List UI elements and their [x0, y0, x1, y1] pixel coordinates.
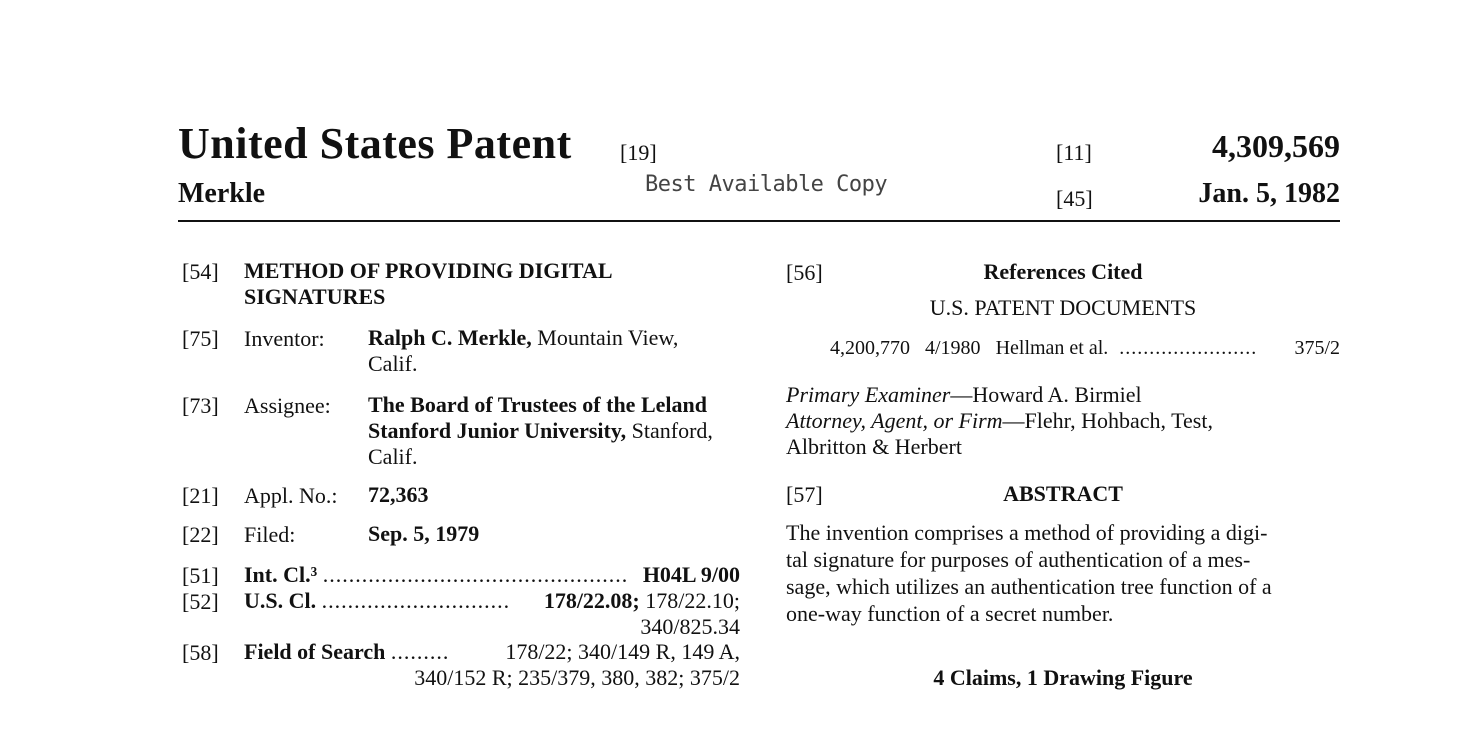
uscl-value-rest: 178/22.10;: [639, 588, 740, 613]
filed-code: [22]: [182, 522, 219, 547]
inventor-place1: Mountain View,: [531, 325, 679, 350]
abstract-code: [57]: [786, 482, 823, 507]
appl-value: 72,363: [368, 482, 429, 507]
intcl-code: [51]: [182, 563, 219, 588]
examiner-line: [786, 382, 1142, 408]
intcl-line: [244, 562, 740, 588]
attorney-name1: —Flehr, Hohbach, Test,: [1002, 408, 1213, 433]
patent-number: 4,309,569: [1212, 128, 1340, 164]
ref-date: 4/1980: [925, 337, 981, 359]
date-code: [45]: [1056, 186, 1093, 211]
fos-line1: [244, 639, 740, 665]
assignee-line2: [368, 418, 713, 444]
appl-label: Appl. No.:: [244, 483, 338, 508]
intcl-label: Int. Cl.³: [244, 562, 318, 587]
uscl-code: [52]: [182, 589, 219, 614]
patent-date: Jan. 5, 1982: [1198, 178, 1340, 209]
uscl-label: U.S. Cl.: [244, 588, 317, 613]
patent-number-code: [11]: [1056, 140, 1092, 165]
assignee-line2-rest: Stanford,: [626, 418, 713, 443]
inventor-label: Inventor:: [244, 326, 325, 351]
abstract-line-3: sage, which utilizes an authentication tree function of a: [786, 574, 1272, 599]
assignee-code: [73]: [182, 393, 219, 418]
abstract-line-4: one-way function of a secret number.: [786, 601, 1114, 626]
abstract-title: ABSTRACT: [1003, 481, 1123, 506]
reference-row: [830, 335, 1340, 361]
assignee-line3: Calif.: [368, 444, 418, 469]
assignee-line2-bold: Stanford Junior University,: [368, 418, 627, 443]
intcl-leader: ...............................................: [322, 562, 629, 587]
fos-label: Field of Search: [244, 639, 386, 664]
attorney-label: Attorney, Agent, or Firm: [786, 408, 1003, 433]
inventor-name: Ralph C. Merkle,: [368, 325, 532, 350]
examiner-label: Primary Examiner: [786, 382, 951, 407]
inventor-code: [75]: [182, 326, 219, 351]
ref-number: 4,200,770: [830, 337, 910, 359]
assignee-label: Assignee:: [244, 393, 331, 418]
abstract-line-2: tal signature for purposes of authentication of a mes-: [786, 547, 1251, 572]
invention-title-line2: SIGNATURES: [244, 284, 386, 309]
uscl-leader: .............................: [321, 588, 511, 613]
uscl-line2: 340/825.34: [640, 614, 740, 639]
filed-label: Filed:: [244, 522, 296, 547]
examiner-name: —Howard A. Birmiel: [950, 382, 1142, 407]
refs-subtitle: U.S. PATENT DOCUMENTS: [929, 295, 1197, 320]
claims-summary: 4 Claims, 1 Drawing Figure: [933, 665, 1193, 690]
refs-title: References Cited: [983, 259, 1143, 284]
appl-code: [21]: [182, 483, 219, 508]
fos-values1: 178/22; 340/149 R, 149 A,: [505, 639, 740, 664]
ref-class: 375/2: [1294, 337, 1340, 359]
intcl-value: H04L 9/00: [642, 562, 740, 587]
fos-leader: .........: [390, 639, 450, 664]
header-rule: [178, 220, 1340, 222]
ref-name: Hellman et al.: [995, 337, 1109, 359]
attorney-line1: [786, 408, 1213, 434]
attorney-name2: Albritton & Herbert: [786, 434, 962, 459]
fos-code: [58]: [182, 640, 219, 665]
uscl-value-bold: 178/22.08;: [543, 588, 640, 613]
abstract-line-1: The invention comprises a method of providing a digi-: [786, 520, 1268, 545]
uscl-values: [544, 588, 740, 614]
patent-title: United States Patent: [178, 119, 572, 168]
uscl-line: [244, 588, 740, 614]
fos-values2: 340/152 R; 235/379, 380, 382; 375/2: [414, 665, 740, 690]
inventor-place2: Calif.: [368, 351, 418, 376]
assignee-line1: The Board of Trustees of the Leland: [368, 392, 707, 417]
refs-code: [56]: [786, 260, 823, 285]
title-field-code: [54]: [182, 259, 219, 284]
best-available-copy-stamp: Best Available Copy: [645, 172, 888, 197]
inventor-line1: [368, 325, 678, 351]
inventor-surname: Merkle: [178, 178, 266, 209]
invention-title-line1: METHOD OF PROVIDING DIGITAL: [244, 258, 613, 283]
title-code: [19]: [620, 140, 657, 165]
ref-leader: .......................: [1119, 337, 1258, 359]
filed-value: Sep. 5, 1979: [368, 521, 480, 546]
